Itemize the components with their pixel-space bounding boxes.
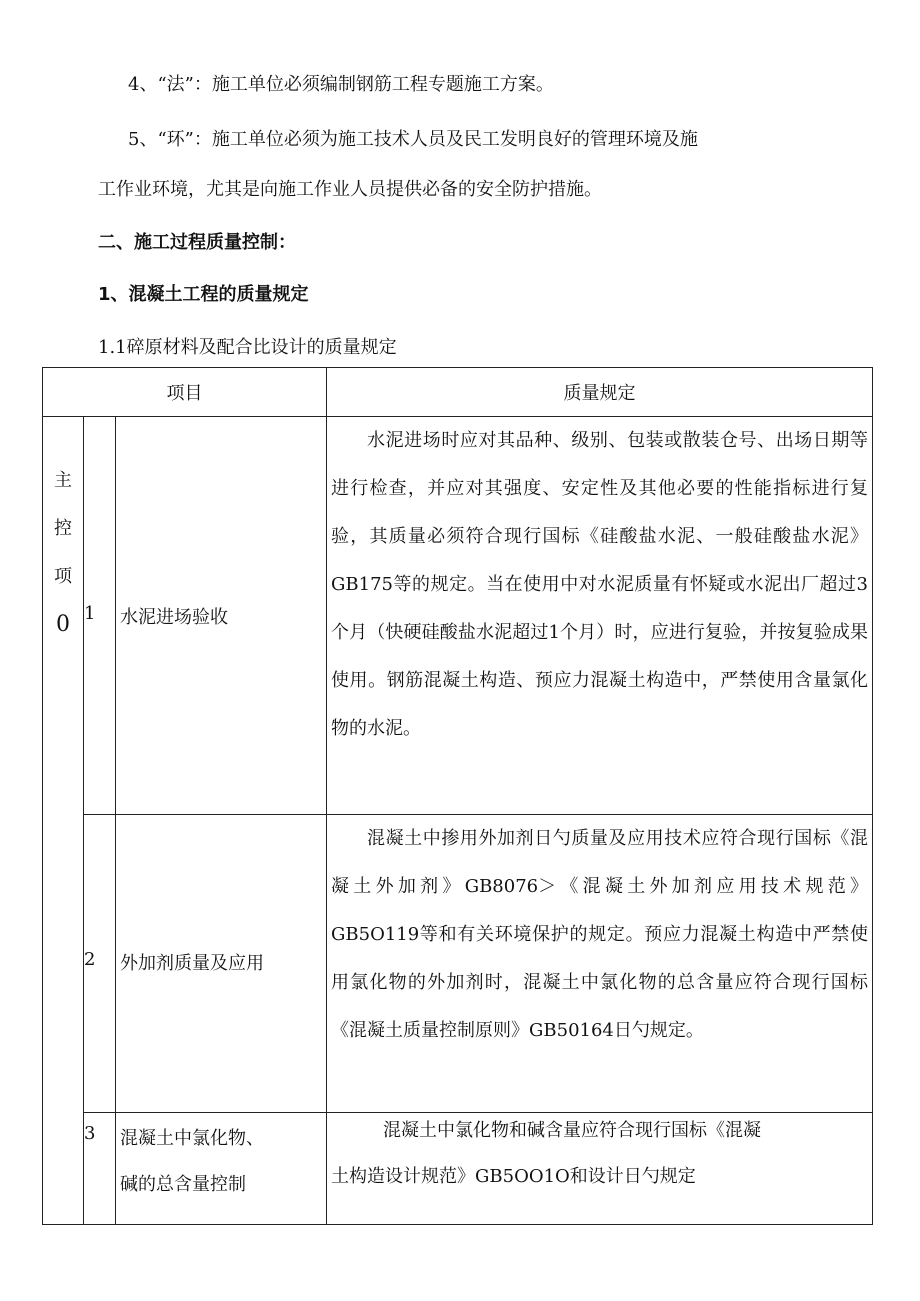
- main-control-char: 0: [56, 612, 70, 637]
- paragraph-5-line-1: 5、“环”：施工单位必须为施工技术人员及民工发明良好的管理环境及施: [128, 129, 698, 150]
- requirement-text: 水泥进场时应对其品种、级别、包装或散装仓号、出场日期等进行检查，并应对其强度、安定性及其他必要的性能指标进行复验，其质量必须符合现行国标《硅酸盐水泥、一般硅酸盐水泥》GB175等的规定。当在使用中对水泥质量有怀疑或水泥出厂超过3个月（快硬硅酸盐水泥超过1个月）时，应进行复验，并按复验成果使用。钢筋混凝土构造、预应力混凝土构造中，严禁使用含量氯化物的水泥。: [327, 417, 873, 815]
- table-row: [43, 815, 873, 1113]
- row-number: 1: [84, 417, 116, 815]
- main-control-char: 主: [54, 470, 72, 491]
- header-requirement: 质量规定: [327, 368, 873, 417]
- requirement-text: 混凝土中掺用外加剂日勺质量及应用技术应符合现行国标《混凝土外加剂》GB8076＞《混凝土外加剂应用技术规范》GB5O119等和有关环境保护的规定。预应力混凝土构造中严禁使用氯化物的外加剂时，混凝土中氯化物的总含量应符合现行国标《混凝土质量控制原则》GB50164日勺规定。: [327, 815, 873, 1113]
- main-control-char: 控: [54, 518, 72, 539]
- table-row: [43, 417, 873, 815]
- item-name-line: 混凝土中氯化物、: [120, 1128, 264, 1149]
- requirement-text: [327, 1113, 873, 1225]
- header-item: 项目: [43, 368, 327, 417]
- item-name: 水泥进场验收: [116, 417, 327, 815]
- requirement-line: 土构造设计规范》GB5OO1O和设计日勺规定: [331, 1166, 696, 1187]
- main-control-char: 项: [54, 566, 72, 587]
- item-name: [116, 1113, 327, 1225]
- paragraph-5-line-2: 工作业环境，尤其是向施工作业人员提供必备的安全防护措施。: [98, 179, 602, 200]
- paragraph-4: 4、“法”：施工单位必须编制钢筋工程专题施工方案。: [128, 74, 554, 95]
- quality-requirements-table: [42, 367, 873, 1225]
- requirement-line: 混凝土中氯化物和碱含量应符合现行国标《混凝: [383, 1120, 762, 1141]
- main-control-category: [43, 417, 84, 1225]
- table-row: [43, 1113, 873, 1225]
- subsection-heading-1-1: 1.1碎原材料及配合比设计的质量规定: [98, 337, 397, 358]
- row-number: 2: [84, 815, 116, 1113]
- row-number: 3: [84, 1113, 116, 1225]
- section-heading-2: 二、施工过程质量控制：: [98, 232, 296, 253]
- table-header-row: [43, 368, 873, 417]
- item-name-line: 碱的总含量控制: [120, 1174, 246, 1195]
- subsection-heading-1: 1、混凝土工程的质量规定: [98, 284, 309, 305]
- item-name: 外加剂质量及应用: [116, 815, 327, 1113]
